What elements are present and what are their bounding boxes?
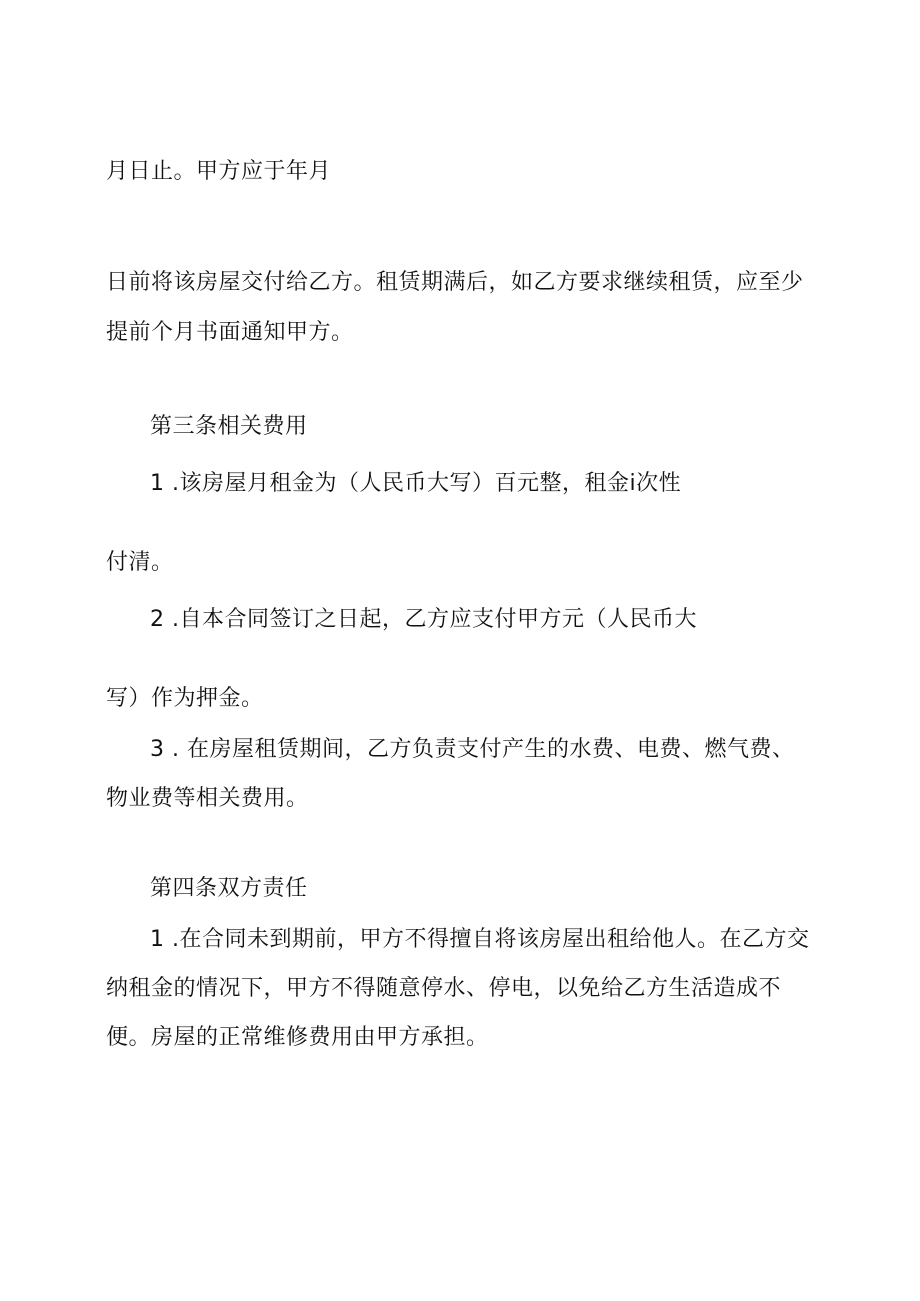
- paragraph-line: 便。房屋的正常维修费用由甲方承担。: [106, 1025, 489, 1050]
- section-heading: 第四条双方责任: [150, 876, 308, 901]
- paragraph-line: 2 .自本合同签订之日起，乙方应支付甲方元（人民币大: [150, 607, 697, 632]
- paragraph-line: 付清。: [106, 550, 174, 575]
- paragraph-line: 1 .该房屋月租金为（人民币大写）百元整，租金i次性: [150, 471, 682, 496]
- paragraph-line: 写）作为押金。: [106, 686, 264, 711]
- paragraph-line: 物业费等相关费用。: [106, 786, 309, 811]
- paragraph-line: 月日止。甲方应于年月: [106, 159, 332, 184]
- paragraph-line: 3 . 在房屋租赁期间，乙方负责支付产生的水费、电费、燃气费、: [150, 737, 795, 762]
- paragraph-line: 日前将该房屋交付给乙方。租赁期满后，如乙方要求继续租赁，应至少: [106, 270, 804, 295]
- section-heading: 第三条相关费用: [150, 414, 308, 439]
- paragraph-line: 纳租金的情况下，甲方不得随意停水、停电，以免给乙方生活造成不: [106, 976, 782, 1001]
- paragraph-line: 1 .在合同未到期前，甲方不得擅自将该房屋出租给他人。在乙方交: [150, 927, 810, 952]
- paragraph-line: 提前个月书面通知甲方。: [106, 320, 354, 345]
